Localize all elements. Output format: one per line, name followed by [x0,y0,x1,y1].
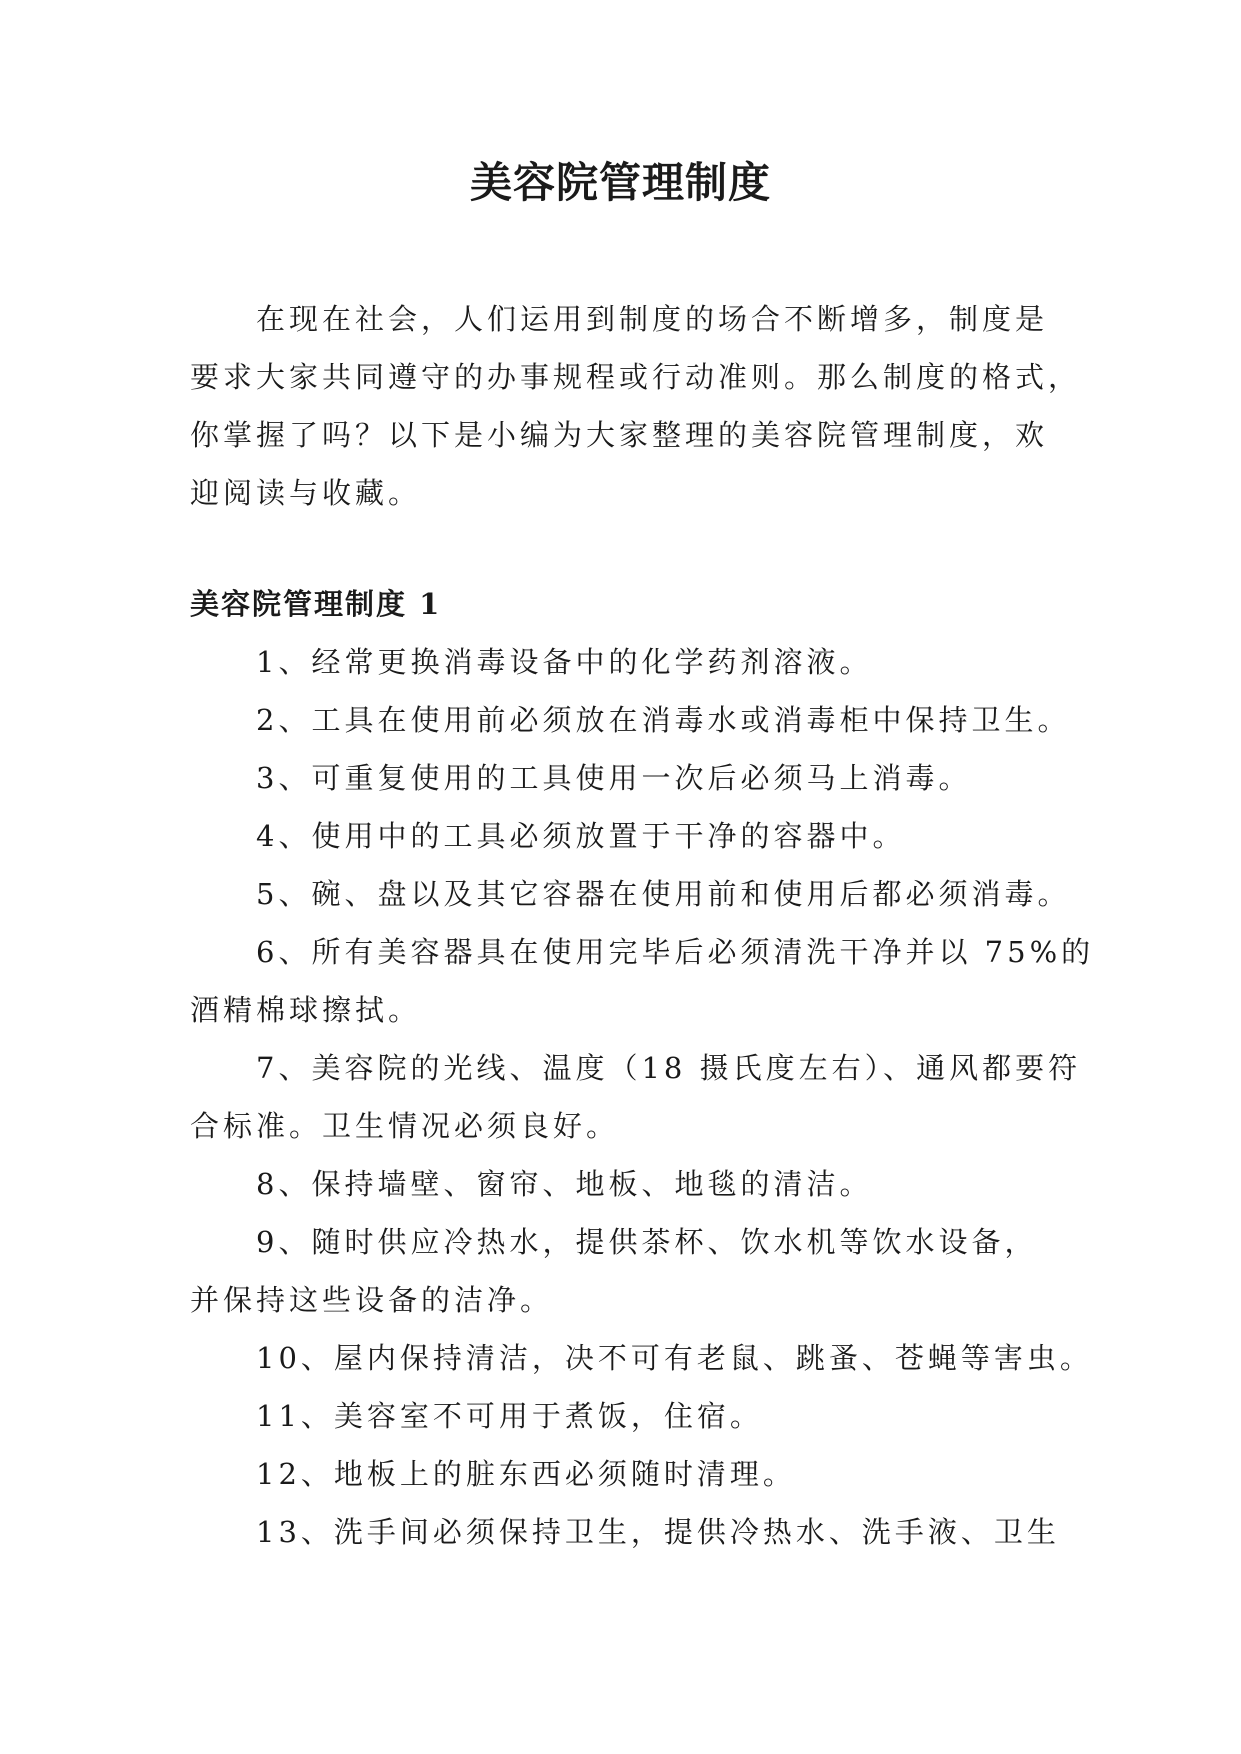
rule-line: 1、经常更换消毒设备中的化学药剂溶液。 [256,645,873,679]
rule-line: 合标准。卫生情况必须良好。 [190,1109,620,1143]
rule-line: 3、可重复使用的工具使用一次后必须马上消毒。 [256,761,972,795]
document-title: 美容院管理制度 [469,158,771,207]
intro-line: 你掌握了吗？以下是小编为大家整理的美容院管理制度，欢 [190,418,1049,452]
rule-item [190,1387,1090,1445]
rule-item [190,1039,1090,1155]
rule-line: 10、屋内保持清洁，决不可有老鼠、跳蚤、苍蝇等害虫。 [256,1341,1093,1375]
rule-item [190,865,1090,923]
intro-paragraph [190,290,1082,522]
rules-list [190,633,1095,1561]
rule-line: 13、洗手间必须保持卫生，提供冷热水、洗手液、卫生 [256,1515,1060,1549]
rule-line: 4、使用中的工具必须放置于干净的容器中。 [256,819,906,853]
intro-line: 要求大家共同遵守的办事规程或行动准则。那么制度的格式， [190,360,1082,394]
intro-line: 在现在社会，人们运用到制度的场合不断增多，制度是 [256,302,1049,336]
rule-line: 12、地板上的脏东西必须随时清理。 [256,1457,796,1491]
section-heading: 美容院管理制度 1 [190,587,442,621]
rule-item [190,691,1090,749]
rule-line: 9、随时供应冷热水，提供茶杯、饮水机等饮水设备， [256,1225,1038,1259]
rule-line: 并保持这些设备的洁净。 [190,1283,554,1317]
rule-item [190,1155,1090,1213]
rule-line: 酒精棉球擦拭。 [190,993,422,1027]
rule-item [190,1329,1093,1387]
rule-item [190,1503,1090,1561]
rule-line: 6、所有美容器具在使用完毕后必须清洗干净并以 75%的 [256,935,1095,969]
rule-line: 8、保持墙壁、窗帘、地板、地毯的清洁。 [256,1167,873,1201]
intro-line: 迎阅读与收藏。 [190,476,422,510]
rule-item [190,1213,1090,1329]
rule-item [190,749,1090,807]
rule-item [190,633,1090,691]
rule-item [190,923,1095,1039]
rule-line: 7、美容院的光线、温度（18 摄氏度左右）、通风都要符 [256,1051,1082,1085]
rule-item [190,807,1090,865]
rule-item [190,1445,1090,1503]
rule-line: 5、碗、盘以及其它容器在使用前和使用后都必须消毒。 [256,877,1071,911]
rule-line: 11、美容室不可用于煮饭，住宿。 [256,1399,763,1433]
rule-line: 2、工具在使用前必须放在消毒水或消毒柜中保持卫生。 [256,703,1071,737]
